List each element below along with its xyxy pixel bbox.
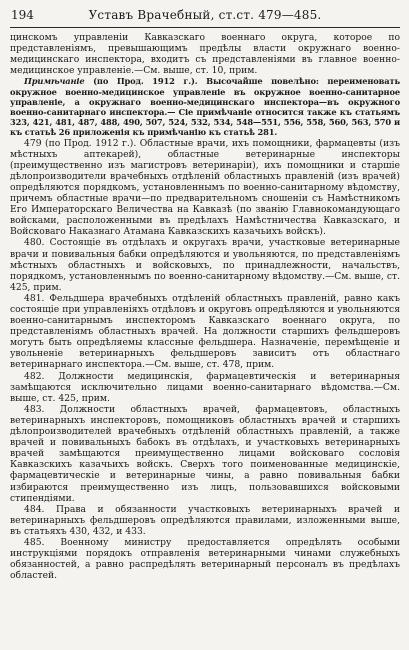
page-body: [10, 32, 400, 581]
article-485: [10, 537, 400, 581]
article-482: [10, 371, 400, 404]
paragraph-text: 479 (по Прод. 1912 г.). Областные врачи, ихъ помощники, фармацевты (изъ мѣстныхъ аптекарей), областные ветеринарные инспекторы (преимущественно изъ магистровъ ветеринаріи), ихъ помощники и старшіе дѣлопроизводители врачебныхъ отдѣленій областныхъ правленій (изъ врачей) опредѣляются порядкомъ, установленнымъ по военно-санитарному вѣдомству, причемъ областные врачи—по предварительномъ сношеніи съ Намѣстникомъ Его Императорскаго Величества на Кавказѣ (по званію Главнокомандующаго войсками, расположенными въ предѣлахъ Намѣстничества Кавказскаго, и Войсковаго Наказнаго Атамана Кавказскихъ казачьихъ войскъ).: [10, 137, 400, 238]
paragraph-note: [10, 76, 400, 137]
article-480: [10, 237, 400, 292]
page-number: 194: [11, 8, 34, 22]
paragraph-continuation: [10, 32, 400, 76]
header-rule: [10, 27, 400, 28]
paragraph-text: 485. Военному министру предоставляется опредѣлять особыми инструкціями порядокъ отправленія ветеринарными чинами служебныхъ обязанностей, а равно распредѣлять ветеринарный персоналъ въ предѣлахъ областей.: [10, 536, 400, 582]
paragraph-text: 481. Фельдшера врачебныхъ отдѣленій областныхъ правленій, равно какъ состоящіе при управленіяхъ отдѣловъ и округовъ опредѣляются и увольняются военно-санитарнымъ инспекторомъ Кавказскаго военнаго округа, по представленіямъ областныхъ врачей. На должности старшихъ фельдшеровъ могутъ быть опредѣляемы классные фельдшера. Назначеніе, перемѣщеніе и увольненіе ветеринарныхъ фельдшеровъ зависитъ отъ областнаго ветеринарнаго инспектора.—См. выше, ст. 478, прим.: [10, 292, 400, 371]
paragraph-text: 484. Права и обязанности участковыхъ ветеринарныхъ врачей и ветеринарныхъ фельдшеровъ опредѣляются правилами, изложенными выше, въ статьяхъ 430, 432, и 433.: [10, 503, 400, 537]
paragraph-text: 482. Должности медицинскія, фармацевтическія и ветеринарныя замѣщаются исключительно лицами военно-санитарнаго вѣдомства.—См. выше, ст. 425, прим.: [10, 370, 400, 404]
article-481: [10, 293, 400, 371]
article-479: [10, 138, 400, 238]
page-header: [10, 8, 400, 24]
paragraph-text: 480. Состоящіе въ отдѣлахъ и округахъ врачи, участковые ветеринарные врачи и повивальныя бабки опредѣляются и увольняются, по представленіямъ мѣстныхъ областныхъ и войсковыхъ, по принадлежности, начальствъ, порядкомъ, установленнымъ по военно-санитарному вѣдомству.—См. выше, ст. 425, прим.: [10, 237, 400, 293]
running-title: Уставъ Врачебный, ст.ст. 479—485.: [88, 8, 322, 22]
paragraph-text: цинскомъ управленіи Кавказскаго военнаго округа, которое по представленіямъ, превышающимъ предѣлы власти окружнаго военно-медицинскаго инспектора, входитъ съ представленіями въ главное военно-медицинское управленіе.—См. выше, ст. 10, прим.: [10, 32, 400, 77]
paragraph-text: (по Прод. 1912 г.). Высочайше повелѣно: переименовать окружное военно-медицинское управленіе въ окружное военно-санитарное управленіе, а окружнаго военно-медицинскаго инспектора—въ окружного военно-санитарнаго инспектора.— Сіе примѣчаніе относится также къ статьямъ 323, 421, 481, 487, 488, 490, 507, 524, 532, 534, 548—551, 556, 558, 560, 563, 570 и къ статьѣ 26 приложенія къ примѣчанію къ статьѣ 281.: [10, 76, 400, 138]
article-483: [10, 404, 400, 504]
article-484: [10, 504, 400, 537]
paragraph-text: 483. Должности областныхъ врачей, фармацевтовъ, областныхъ ветеринарныхъ инспекторовъ, помощниковъ областныхъ врачей и старшихъ дѣлопроизводителей врачебныхъ отдѣленій областныхъ правленій, а также врачей и повивальныхъ бабокъ въ отдѣлахъ, и участковыхъ ветеринарныхъ врачей замѣщаются преимущественно лицами войсковаго сословія Кавказскихъ казачьихъ войскъ. Сверхъ того поименованные медицинскіе, фармацевтическіе и ветеринарные чины, а равно повивальныя бабки избираются преимущественно изъ лицъ, пользовавшихся войсковыми стипендіями.: [10, 403, 400, 504]
note-lead: Примѣчаніе: [24, 76, 85, 87]
